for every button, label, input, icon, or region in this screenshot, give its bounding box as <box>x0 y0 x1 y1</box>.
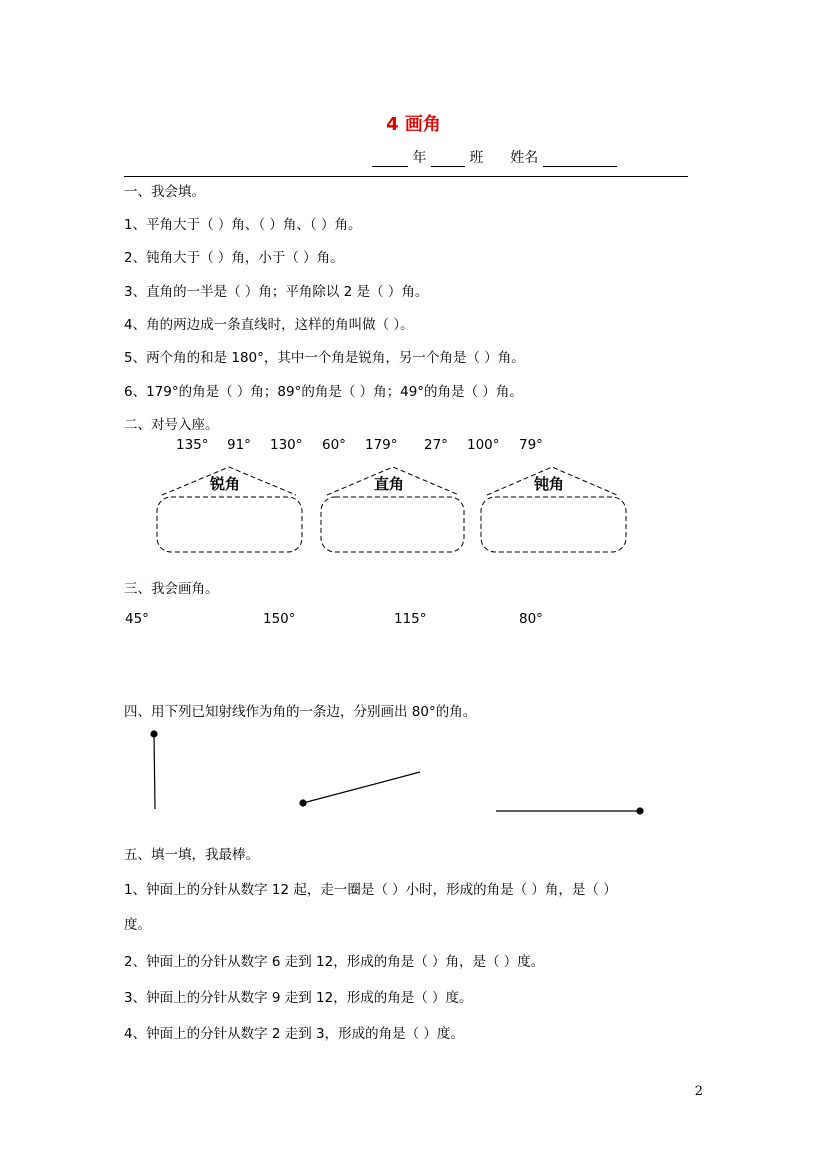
sorting-boxes <box>0 460 827 560</box>
section4-heading: 四、用下列已知射线作为角的一条边，分别画出 80°的角。 <box>124 704 477 720</box>
name-label: 姓名 <box>510 150 539 166</box>
degree-item: 100° <box>467 437 500 453</box>
section1-item-3: 3、直角的一半是（ ）角；平角除以 2 是（ ）角。 <box>124 284 429 300</box>
class-label: 班 <box>469 150 484 166</box>
acute-box-label: 锐角 <box>210 475 241 493</box>
section1-item-5: 5、两个角的和是 180°，其中一个角是锐角，另一个角是（ ）角。 <box>124 350 525 366</box>
given-rays <box>0 725 827 825</box>
degree-item: 91° <box>227 437 251 453</box>
section1-item-6: 6、179°的角是（ ）角；89°的角是（ ）角；49°的角是（ ）角。 <box>124 384 523 400</box>
draw-angle-4: 80° <box>519 611 543 627</box>
right-box[interactable] <box>321 497 464 552</box>
section5-item-3: 3、钟面上的分针从数字 9 走到 12，形成的角是（ ）度。 <box>124 990 473 1006</box>
ray-vertical <box>154 733 155 809</box>
degree-item: 135° <box>176 437 209 453</box>
right-box-label: 直角 <box>374 475 405 493</box>
draw-angle-3: 115° <box>394 611 427 627</box>
section5-heading: 五、填一填，我最棒。 <box>124 847 259 863</box>
student-info <box>372 147 617 167</box>
obtuse-box[interactable] <box>481 497 626 552</box>
class-blank[interactable] <box>431 152 465 167</box>
name-blank[interactable] <box>543 152 617 167</box>
degree-item: 179° <box>365 437 398 453</box>
section2-heading: 二、对号入座。 <box>124 417 219 433</box>
section1-heading: 一、我会填。 <box>124 184 205 200</box>
degree-item: 60° <box>322 437 346 453</box>
ray-vertical-endpoint <box>151 731 157 737</box>
draw-angle-1: 45° <box>125 611 149 627</box>
degree-item: 27° <box>424 437 448 453</box>
degree-item: 79° <box>519 437 543 453</box>
page-title: 4 画角 <box>386 114 441 135</box>
obtuse-box-label: 钝角 <box>534 475 565 493</box>
grade-blank[interactable] <box>372 152 408 167</box>
draw-angle-2: 150° <box>263 611 296 627</box>
section3-heading: 三、我会画角。 <box>124 581 219 597</box>
section5-item-1: 1、钟面上的分针从数字 12 起，走一圈是（ ）小时，形成的角是（ ）角，是（ ） <box>124 882 617 898</box>
section1-item-1: 1、平角大于（ ）角、（ ）角、（ ）角。 <box>124 217 362 233</box>
section1-item-2: 2、钝角大于（ ）角，小于（ ）角。 <box>124 250 344 266</box>
acute-box[interactable] <box>157 497 302 552</box>
section1-item-4: 4、角的两边成一条直线时，这样的角叫做（ ）。 <box>124 317 414 333</box>
section5-item-4: 4、钟面上的分针从数字 2 走到 3，形成的角是（ ）度。 <box>124 1026 464 1042</box>
degree-item: 130° <box>270 437 303 453</box>
section5-item-2: 2、钟面上的分针从数字 6 走到 12，形成的角是（ ）角，是（ ）度。 <box>124 954 545 970</box>
ray-horizontal-endpoint <box>637 808 643 814</box>
page-number: 2 <box>694 1084 703 1099</box>
ray-slanted <box>303 772 420 803</box>
section5-item-1-cont: 度。 <box>124 917 151 933</box>
grade-label: 年 <box>412 150 427 166</box>
ray-slanted-endpoint <box>300 800 306 806</box>
degree-list <box>0 437 827 457</box>
header-divider <box>124 176 688 177</box>
